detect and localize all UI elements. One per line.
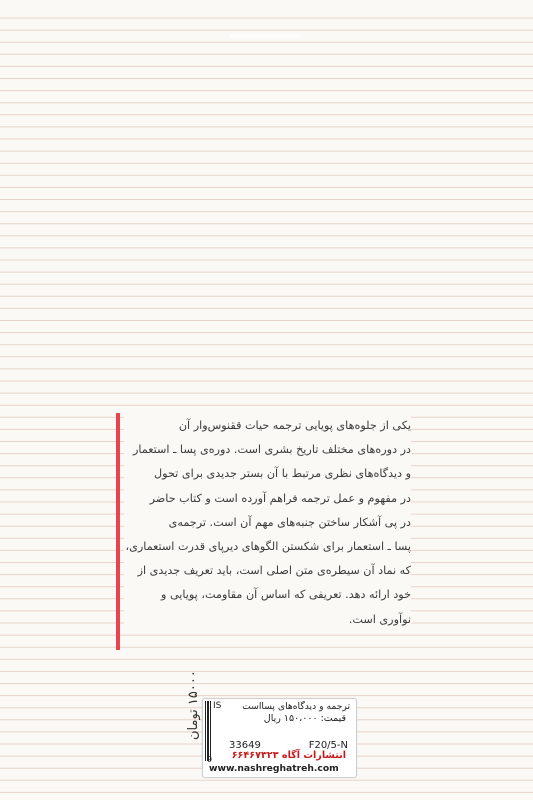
accent-bar: [116, 413, 120, 650]
blurb-line: در دوره‌های مختلف تاریخ بشری است. دوره‌ی پسا ـ استعمار: [132, 443, 411, 457]
blurb-line: و دیدگاه‌های نظری مرتبط با آن بستر جدیدی برای تحول: [154, 467, 411, 481]
sticker-publisher: انتشارات آگاه ۶۶۴۶۷۳۲۳: [231, 750, 346, 761]
sticker-title: ترجمه و دیدگاه‌های پسااست: [242, 701, 350, 712]
blurb-line: یکی از جلوه‌های پویایی ترجمه حیات ققنوس‌وار آن: [178, 419, 411, 432]
sticker-price: قیمت: ۱۵۰،۰۰۰ ریال: [263, 713, 346, 724]
sticker-isbn-label: IS: [213, 701, 222, 711]
sticker-code: 33649: [229, 740, 261, 751]
sticker-url: www.nashreghatreh.com: [209, 763, 339, 774]
blurb-line: در مفهوم و عمل ترجمه فراهم آورده است و کتاب حاضر: [149, 491, 411, 505]
blurb-line: خود ارائه دهد. تعریفی که اساس آن مقاومت، پویایی و: [160, 588, 411, 602]
printed-price: ۱۵۰۰۰ تومان: [186, 670, 201, 740]
price-sticker: [202, 698, 357, 778]
back-cover-blurb: [124, 414, 411, 632]
blurb-line: در پی آشکار ساختن جنبه‌های مهم آن است. ترجمه‌ی: [168, 515, 411, 529]
blurb-line: نوآوری است.: [348, 612, 411, 626]
light-glare: [230, 34, 300, 38]
sticker-code: F20/5-N: [308, 740, 348, 751]
blurb-line: که نماد آن سیطره‌ی متن اصلی است، باید تعریف جدیدی از: [137, 564, 411, 578]
sticker-small-number: 9: [207, 755, 213, 764]
blurb-line: پسا ـ استعمار برای شکستن الگوهای دیرپای قدرت استعماری،: [125, 540, 411, 554]
barcode-icon: [205, 701, 211, 761]
